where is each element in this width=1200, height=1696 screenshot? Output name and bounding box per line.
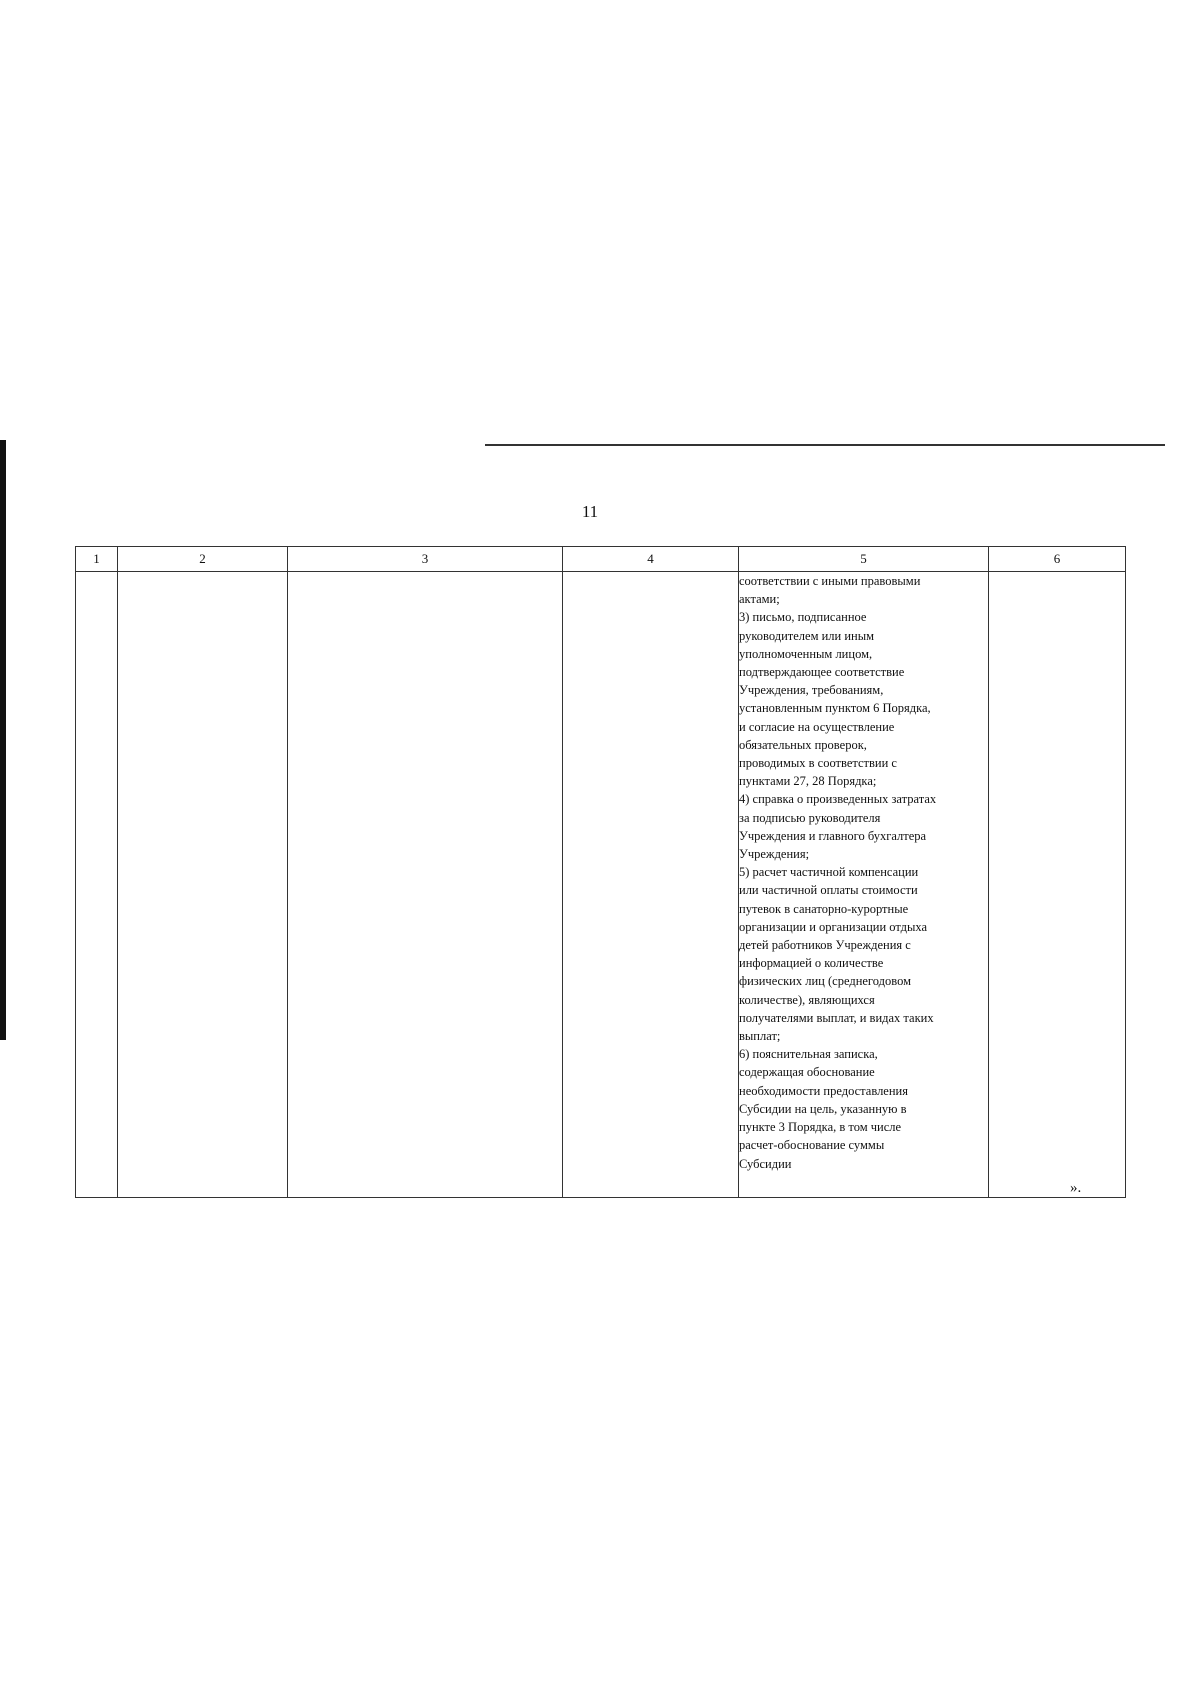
text-line: Учреждения; [739,847,810,862]
column-header-2: 2 [118,547,288,572]
top-rule-line [485,444,1165,446]
text-line: Субсидии [739,1156,792,1171]
text-line: руководителем или иным [739,628,875,643]
text-line: расчет-обоснование суммы [739,1138,885,1153]
cell-col-3 [288,572,563,1198]
cell-col-1 [76,572,118,1198]
cell-col-2 [118,572,288,1198]
text-line: информацией о количестве [739,956,884,971]
text-line: 4) справка о произведенных затратах [739,792,937,807]
cell-col-5 [739,572,989,1198]
text-line: или частичной оплаты стоимости [739,883,918,898]
text-line: пункте 3 Порядка, в том числе [739,1120,902,1135]
scan-edge-mark [0,440,6,1040]
text-line: содержащая обоснование [739,1065,875,1080]
text-line: количестве), являющихся [739,992,875,1007]
column-header-1: 1 [76,547,118,572]
text-line: 6) пояснительная записка, [739,1047,878,1062]
text-line: детей работников Учреждения с [739,938,911,953]
text-line: актами; [739,592,780,607]
closing-quote-mark: ». [1070,1180,1082,1196]
text-line: Субсидии на цель, указанную в [739,1101,907,1116]
text-line: 3) письмо, подписанное [739,610,867,625]
text-line: установленным пунктом 6 Порядка, [739,701,931,716]
text-line: проводимых в соответствии с [739,756,897,771]
text-line: и согласие на осуществление [739,719,895,734]
document-table [75,546,1126,1198]
text-line: подтверждающее соответствие [739,665,905,680]
page-number: 11 [581,502,599,521]
cell-col-6 [989,572,1126,1198]
cell-col-4 [563,572,739,1198]
column-header-4: 4 [563,547,739,572]
text-line: организации и организации отдыха [739,919,928,934]
text-line: выплат; [739,1029,781,1044]
column-header-6: 6 [989,547,1126,572]
column-header-5: 5 [739,547,989,572]
text-line: физических лиц (среднегодовом [739,974,911,989]
text-line: Учреждения, требованиям, [739,683,884,698]
text-line: необходимости предоставления [739,1083,908,1098]
text-line: соответствии с иными правовыми [739,574,921,588]
text-line: обязательных проверок, [739,737,867,752]
text-line: пунктами 27, 28 Порядка; [739,774,877,789]
text-line: получателями выплат, и видах таких [739,1010,934,1025]
text-line: за подписью руководителя [739,810,881,825]
table-row [76,572,1126,1198]
table-header-row [76,547,1126,572]
text-line: Учреждения и главного бухгалтера [739,828,927,843]
text-line: путевок в санаторно-курортные [739,901,909,916]
column-header-3: 3 [288,547,563,572]
text-line: уполномоченным лицом, [739,646,873,661]
text-line: 5) расчет частичной компенсации [739,865,919,880]
